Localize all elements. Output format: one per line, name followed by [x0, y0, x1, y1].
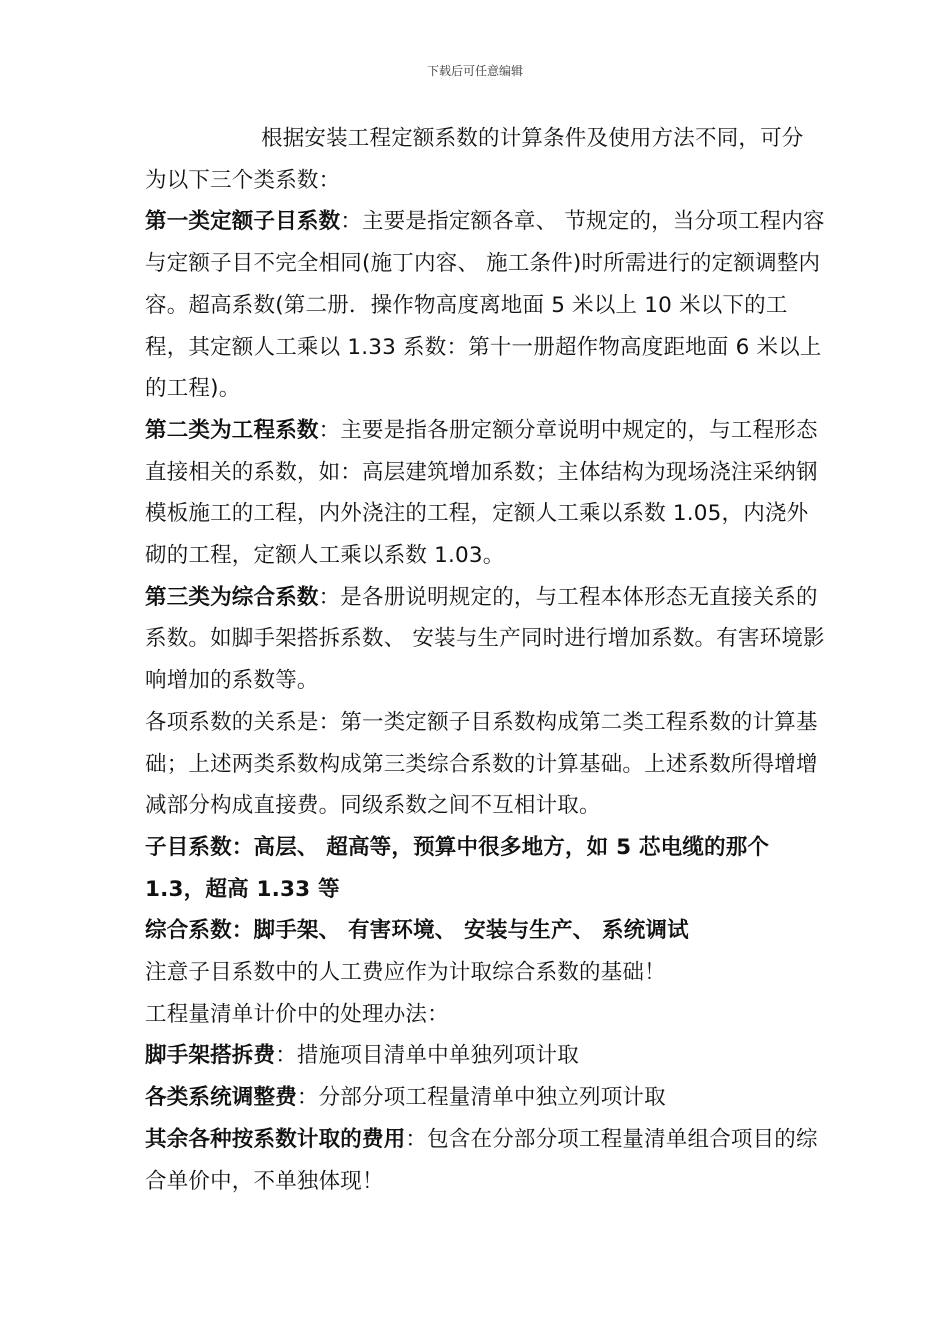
- paragraph-sub-item-coefficients: [145, 827, 825, 910]
- paragraph-text: 子目系数：高层、 超高等，预算中很多地方，如 5 芯电缆的那个 1.3，超高 1.33 等: [145, 834, 770, 902]
- paragraph-handling-heading: [145, 994, 825, 1036]
- paragraph-text: 工程量清单计价中的处理办法：: [145, 1001, 449, 1027]
- term-class-two: 第二类为工程系数: [145, 417, 319, 443]
- paragraph-text: 综合系数：脚手架、 有害环境、 安装与生产、 系统调试: [145, 918, 689, 944]
- term-other-fees: 其余各种按系数计取的费用: [145, 1126, 406, 1152]
- paragraph-class-one: [145, 201, 825, 410]
- paragraph-text: ：主要是指各册定额分章说明中规定的，与工程形态直接相关的系数，如：高层建筑增加系数；主体结构为现场浇注采纳钢模板施工的工程，内外浇注的工程，定额人工乘以系数 1.05，内浇外砌的工程，定额人工乘以系数 1.03。: [145, 417, 818, 569]
- term-system-adjustment-fee: 各类系统调整费: [145, 1085, 297, 1111]
- paragraph-text: 注意子目系数中的人工费应作为计取综合系数的基础！: [145, 960, 666, 986]
- term-class-three: 第三类为综合系数: [145, 584, 319, 610]
- term-scaffolding-fee: 脚手架搭拆费: [145, 1043, 276, 1069]
- paragraph-scaffolding-fee: [145, 1035, 825, 1077]
- paragraph-text: ：包含在分部分项工程量清单组合项目的综合单价中，不单独体现！: [145, 1126, 818, 1194]
- paragraph-other-fees: [145, 1119, 825, 1202]
- paragraph-note: [145, 952, 825, 994]
- paragraph-text: ：分部分项工程量清单中独立列项计取: [296, 1085, 666, 1111]
- paragraph-text: 根据安装工程定额系数的计算条件及使用方法不同，可分为以下三个类系数：: [145, 126, 804, 193]
- paragraph-text: ：主要是指定额各章、 节规定的，当分项工程内容与定额子目不完全相同(施丁内容、 施工条件)时所需进行的定额调整内容。超高系数(第二册．操作物高度离地面 5 米以上 10 米以下的工程，其定额人工乘以 1.33 系数：第十一册超作物高度距地面 6 米以上的工程)。: [145, 209, 825, 402]
- paragraph-intro: [145, 118, 825, 201]
- paragraph-text: ：是各册说明规定的，与工程本体形态无直接关系的系数。如脚手架搭拆系数、 安装与生产同时进行增加系数。有害环境影响增加的系数等。: [145, 584, 825, 694]
- document-body: [145, 118, 825, 1202]
- header-note: 下载后可任意编辑: [426, 64, 523, 78]
- paragraph-class-three: [145, 577, 825, 702]
- term-class-one: 第一类定额子目系数: [145, 209, 341, 235]
- paragraph-composite-coefficients: [145, 910, 825, 952]
- paragraph-class-two: [145, 410, 825, 577]
- paragraph-text: ：措施项目清单中单独列项计取: [275, 1043, 580, 1069]
- paragraph-system-adjustment-fee: [145, 1077, 825, 1119]
- paragraph-text: 各项系数的关系是：第一类定额子目系数构成第二类工程系数的计算基础；上述两类系数构成第三类综合系数的计算基础。上述系数所得增增减部分构成直接费。同级系数之间不互相计取。: [145, 709, 818, 819]
- paragraph-relationship: [145, 702, 825, 827]
